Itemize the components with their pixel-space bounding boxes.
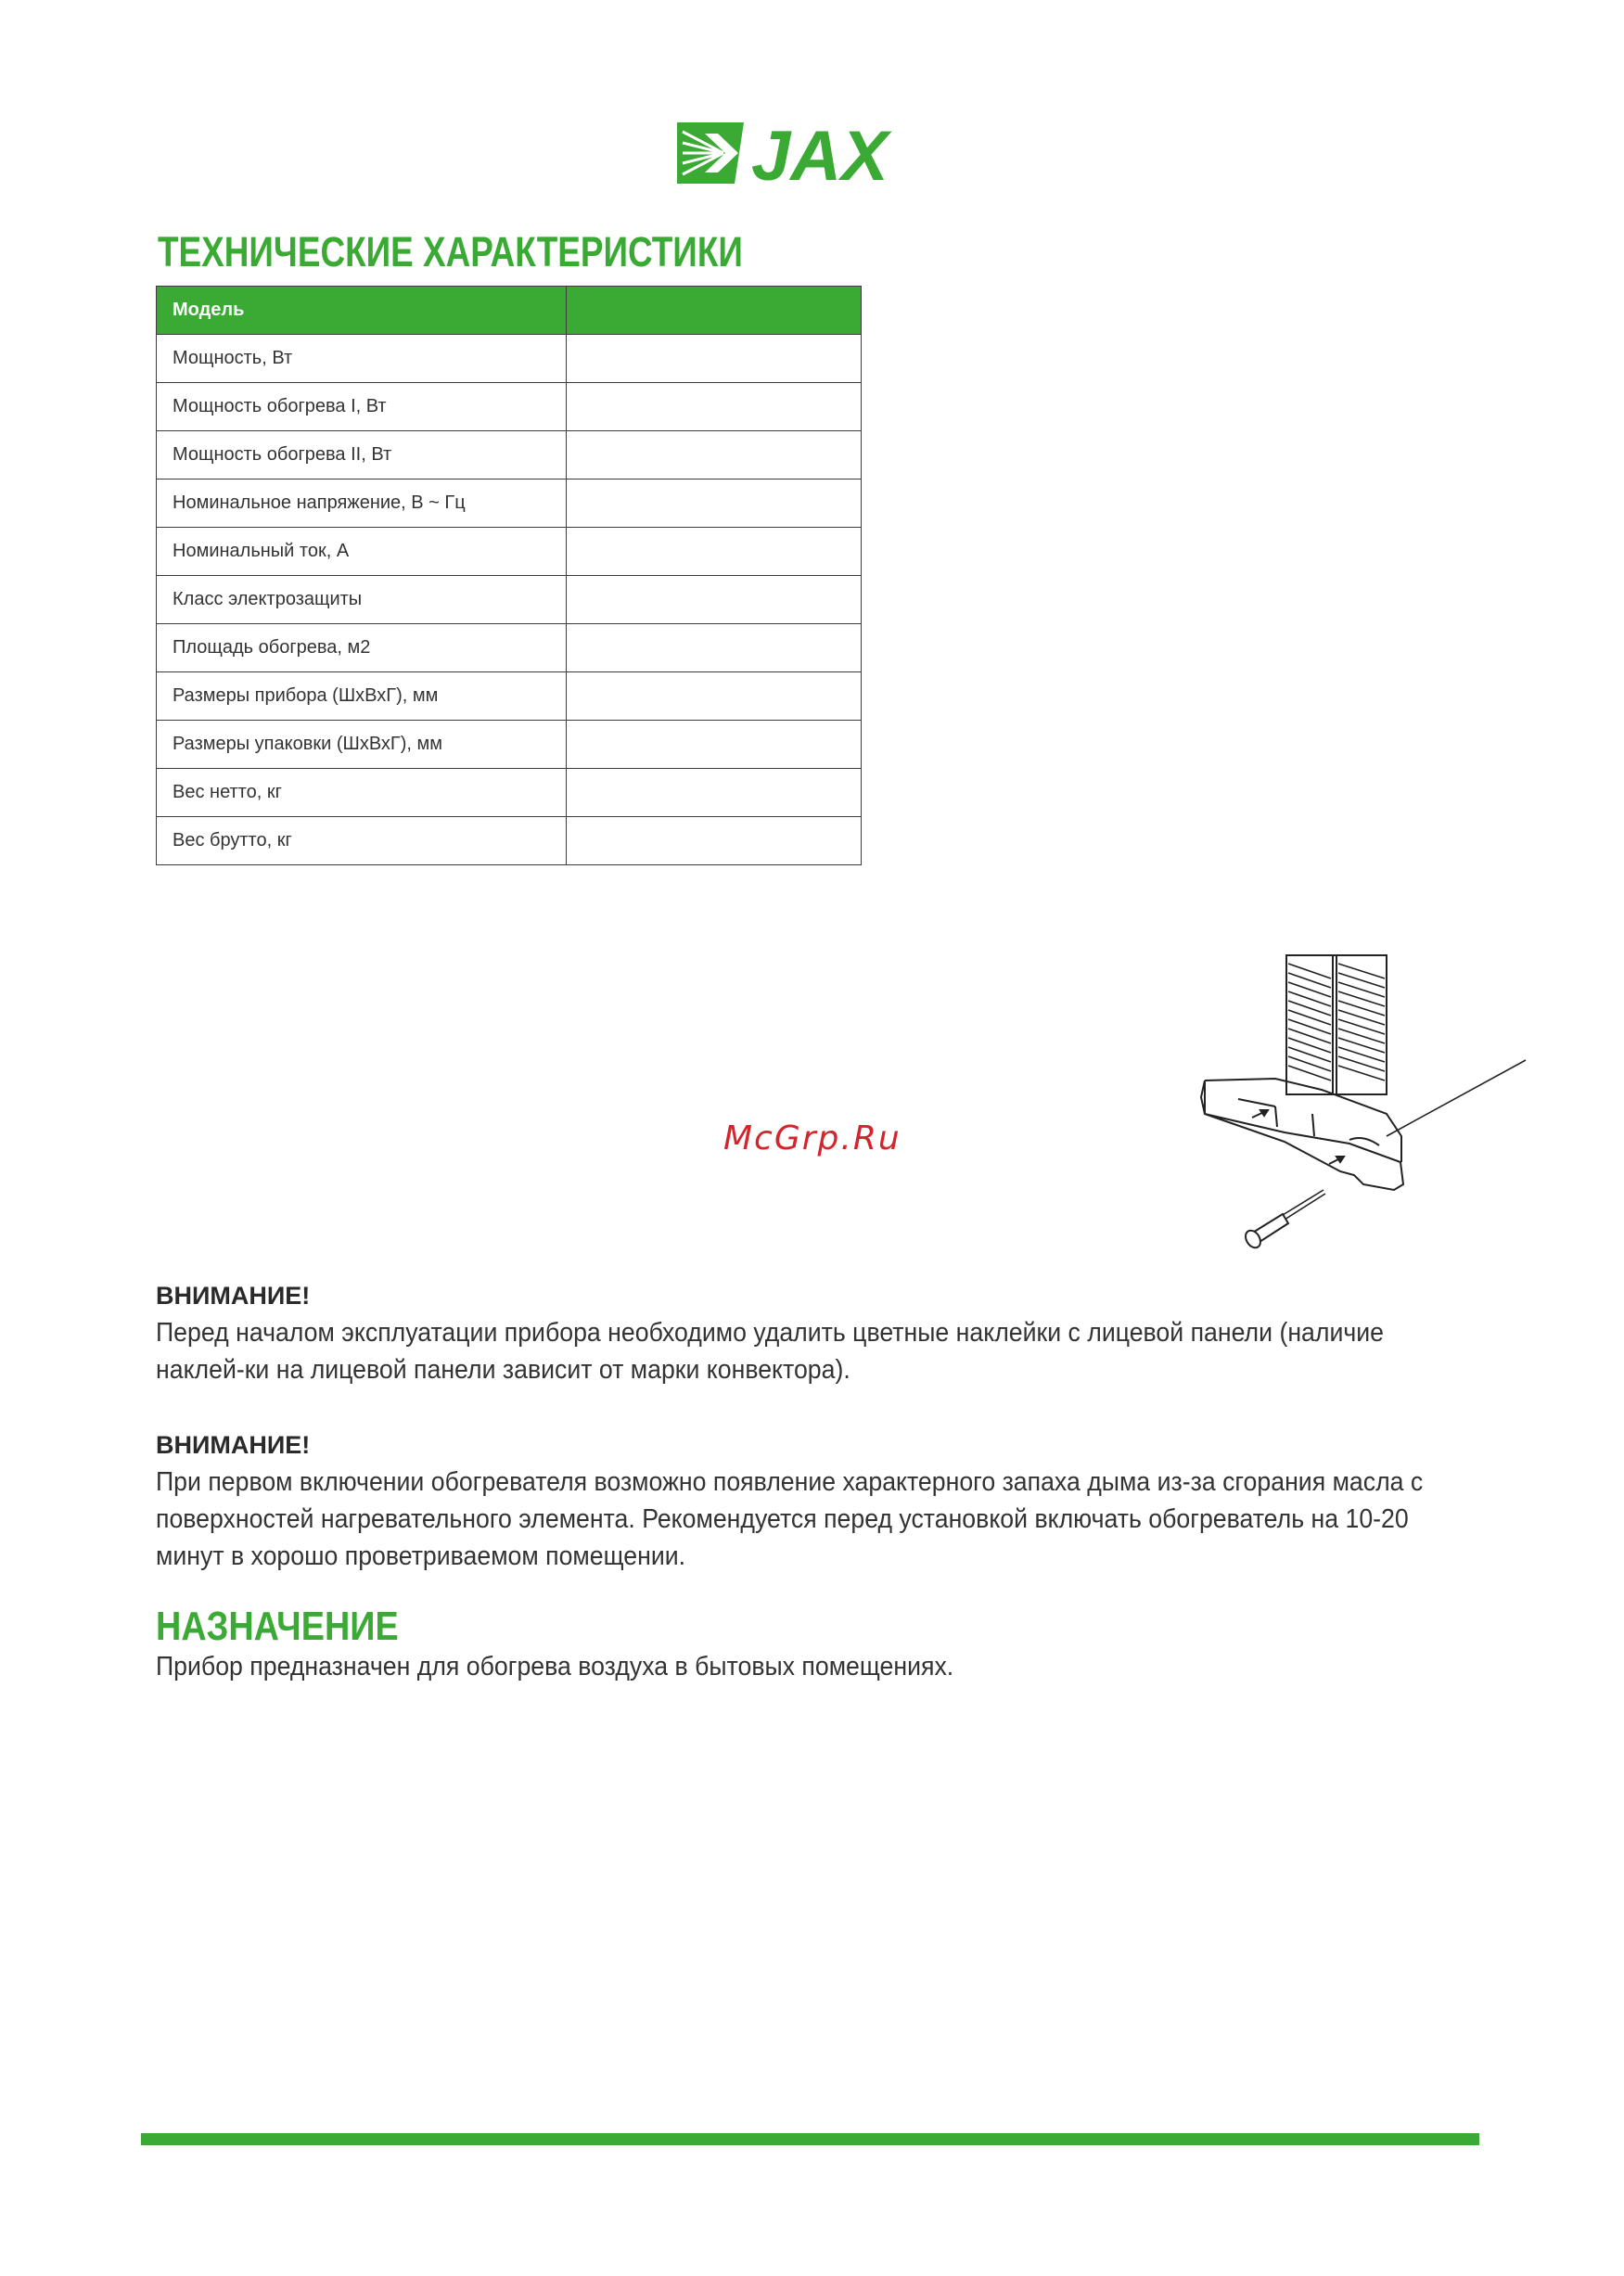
row-label: Площадь обогрева, м2: [157, 624, 567, 672]
jax-logo: [677, 122, 948, 184]
table-row: [157, 431, 862, 479]
row-value: [567, 383, 862, 431]
row-value: [567, 721, 862, 769]
row-label: Мощность обогрева I, Вт: [157, 383, 567, 431]
row-label: Вес брутто, кг: [157, 817, 567, 865]
row-value: [567, 431, 862, 479]
table-row: [157, 672, 862, 721]
row-value: [567, 479, 862, 528]
row-label: Номинальный ток, А: [157, 528, 567, 576]
table-row: [157, 479, 862, 528]
table-row: [157, 528, 862, 576]
heater-feet-installation-illustration: [1164, 951, 1535, 1280]
row-label: Размеры прибора (ШхВхГ), мм: [157, 672, 567, 721]
model-header-value: [567, 287, 862, 335]
footer-bar: [141, 2133, 1479, 2145]
purpose-text: Прибор предназначен для обогрева воздуха в бытовых помещениях.: [156, 1652, 954, 1681]
row-label: Размеры упаковки (ШхВхГ), мм: [157, 721, 567, 769]
row-value: [567, 576, 862, 624]
logo-wordmark: JAX: [751, 122, 889, 184]
notice-text: Перед началом эксплуатации прибора необходимо удалить цветные наклейки с лицевой панели (наличие наклей-ки на лицевой панели зависит от марки конвектора).: [156, 1318, 1385, 1385]
table-row: [157, 576, 862, 624]
row-value: [567, 528, 862, 576]
model-header-label: Модель: [157, 287, 567, 335]
row-label: Мощность обогрева II, Вт: [157, 431, 567, 479]
specs-table: [156, 286, 862, 865]
row-value: [567, 817, 862, 865]
notice-smell: [156, 1431, 1454, 1575]
table-row: [157, 769, 862, 817]
table-row: [157, 383, 862, 431]
notice-stickers: [156, 1282, 1454, 1388]
watermark: McGrp.Ru: [723, 1119, 902, 1157]
row-label: Мощность, Вт: [157, 335, 567, 383]
table-header-row: [157, 287, 862, 335]
row-value: [567, 769, 862, 817]
notice-heading: ВНИМАНИЕ!: [156, 1431, 311, 1459]
notice-heading: ВНИМАНИЕ!: [156, 1282, 311, 1310]
purpose-title: НАЗНАЧЕНИЕ: [156, 1604, 399, 1649]
table-row: [157, 335, 862, 383]
row-label: Номинальное напряжение, В ~ Гц: [157, 479, 567, 528]
row-label: Вес нетто, кг: [157, 769, 567, 817]
row-label: Класс электрозащиты: [157, 576, 567, 624]
row-value: [567, 335, 862, 383]
table-row: [157, 624, 862, 672]
table-row: [157, 817, 862, 865]
row-value: [567, 672, 862, 721]
table-row: [157, 721, 862, 769]
row-value: [567, 624, 862, 672]
specs-title: ТЕХНИЧЕСКИЕ ХАРАКТЕРИСТИКИ: [158, 228, 743, 275]
notice-text: При первом включении обогревателя возможно появление характерного запаха дыма из-за сгорания масла с поверхностей нагревательного элемента. Рекомендуется перед установкой включать обогреватель на 10-20 минут в хорошо проветриваемом помещении.: [156, 1467, 1424, 1571]
